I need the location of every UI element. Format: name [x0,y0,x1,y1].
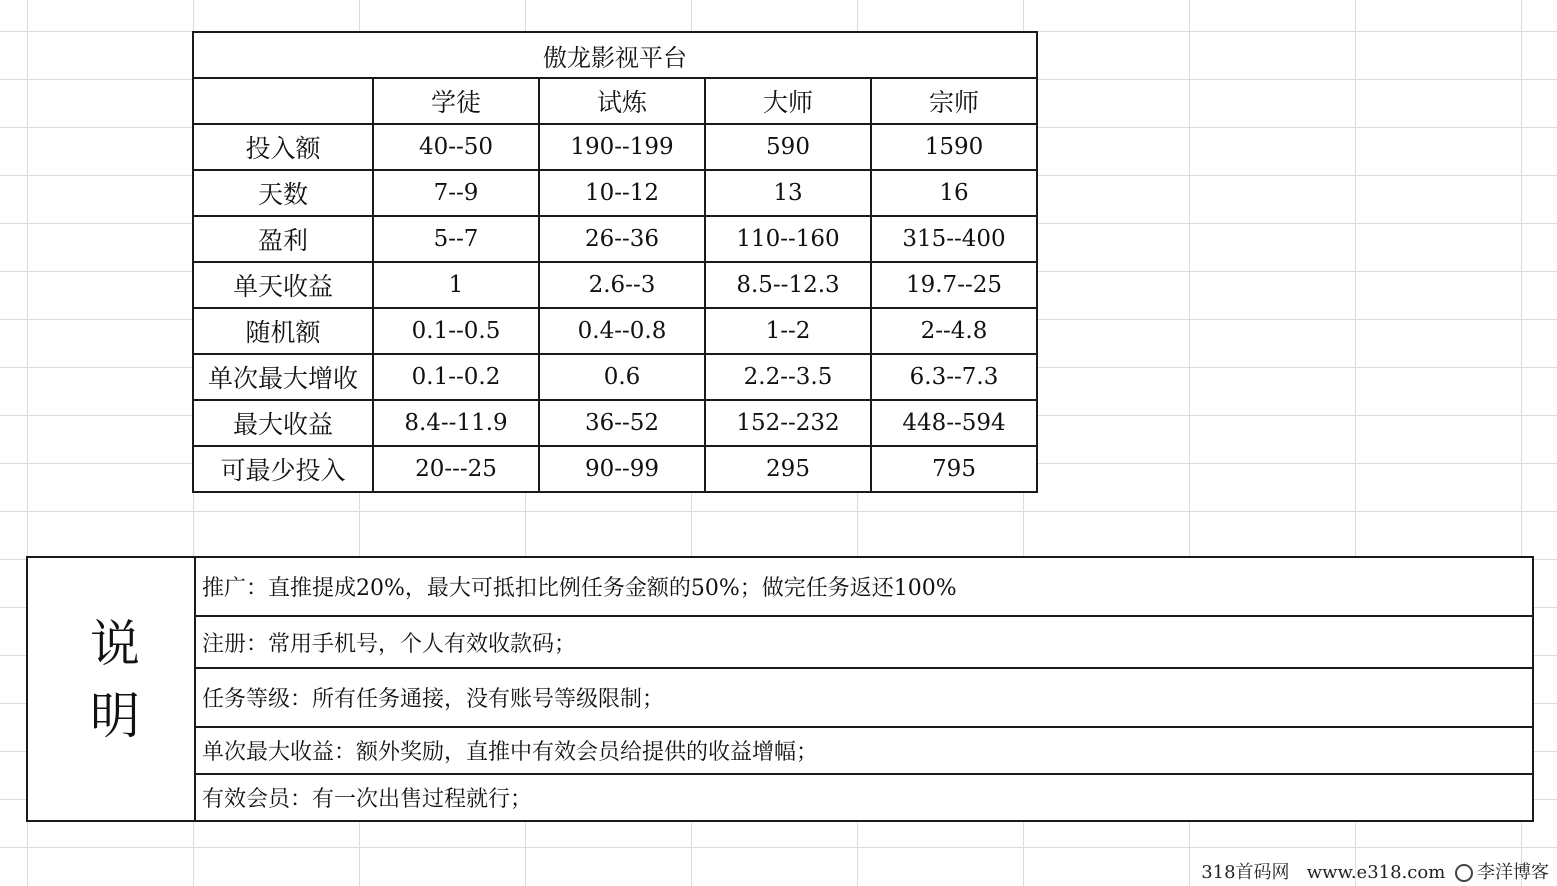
table-cell: 2.6--3 [539,262,705,308]
notes-list [196,558,1532,820]
table-cell: 19.7--25 [871,262,1037,308]
table-cell: 1590 [871,124,1037,170]
header-row [193,78,1037,124]
row-label: 最大收益 [193,400,373,446]
watermark-site: 318首码网 [1201,862,1290,883]
row-label: 单天收益 [193,262,373,308]
table-cell: 8.5--12.3 [705,262,871,308]
table-cell: 10--12 [539,170,705,216]
row-label: 随机额 [193,308,373,354]
note-promotion: 推广：直推提成20%，最大可抵扣比例任务金额的50%；做完任务返还100% [196,558,1532,617]
notes-box [26,556,1534,822]
row-label: 单次最大增收 [193,354,373,400]
notes-header [28,558,196,820]
table-cell: 315--400 [871,216,1037,262]
note-valid-member: 有效会员：有一次出售过程就行； [202,787,533,812]
table-cell: 90--99 [539,446,705,492]
note-max-income: 单次最大收益：额外奖励，直推中有效会员给提供的收益增幅； [196,728,1532,775]
column-header-trial: 试炼 [539,78,705,124]
table-cell: 448--594 [871,400,1037,446]
table-cell: 36--52 [539,400,705,446]
column-header-empty [193,78,373,124]
row-label: 盈利 [193,216,373,262]
table-row [193,262,1037,308]
table-cell: 26--36 [539,216,705,262]
watermark-brand: 李洋博客 [1477,862,1549,883]
note-registration: 注册：常用手机号，个人有效收款码； [196,617,1532,669]
table-row [193,170,1037,216]
table-cell: 1 [373,262,539,308]
table-cell: 152--232 [705,400,871,446]
table-cell: 110--160 [705,216,871,262]
row-label: 可最少投入 [193,446,373,492]
table-row [193,216,1037,262]
table-cell: 40--50 [373,124,539,170]
table-row [193,354,1037,400]
table-cell: 2--4.8 [871,308,1037,354]
column-header-master: 大师 [705,78,871,124]
note-task-level: 任务等级：所有任务通接，没有账号等级限制； [196,669,1532,728]
table-cell: 20---25 [373,446,539,492]
table-cell: 795 [871,446,1037,492]
table-cell: 190--199 [539,124,705,170]
table-cell: 590 [705,124,871,170]
table-cell: 0.1--0.5 [373,308,539,354]
table-row [193,446,1037,492]
table-cell: 16 [871,170,1037,216]
table-cell: 5--7 [373,216,539,262]
watermark-logo-icon [1455,864,1473,882]
watermark-url: www.e318.com [1306,862,1446,883]
table-cell: 0.1--0.2 [373,354,539,400]
table-title: 傲龙影视平台 [193,32,1037,78]
table-cell: 0.4--0.8 [539,308,705,354]
table-row [193,124,1037,170]
column-header-grandmaster: 宗师 [871,78,1037,124]
table-row [193,400,1037,446]
table-cell: 2.2--3.5 [705,354,871,400]
table-row [193,308,1037,354]
watermark [1201,858,1549,884]
table-cell: 13 [705,170,871,216]
row-label: 投入额 [193,124,373,170]
table-cell: 1--2 [705,308,871,354]
table-cell: 295 [705,446,871,492]
table-cell: 7--9 [373,170,539,216]
table-cell: 6.3--7.3 [871,354,1037,400]
table-cell: 0.6 [539,354,705,400]
row-label: 天数 [193,170,373,216]
platform-table [192,31,1038,493]
column-header-apprentice: 学徒 [373,78,539,124]
notes-title: 说明 [82,617,140,761]
table-cell: 8.4--11.9 [373,400,539,446]
